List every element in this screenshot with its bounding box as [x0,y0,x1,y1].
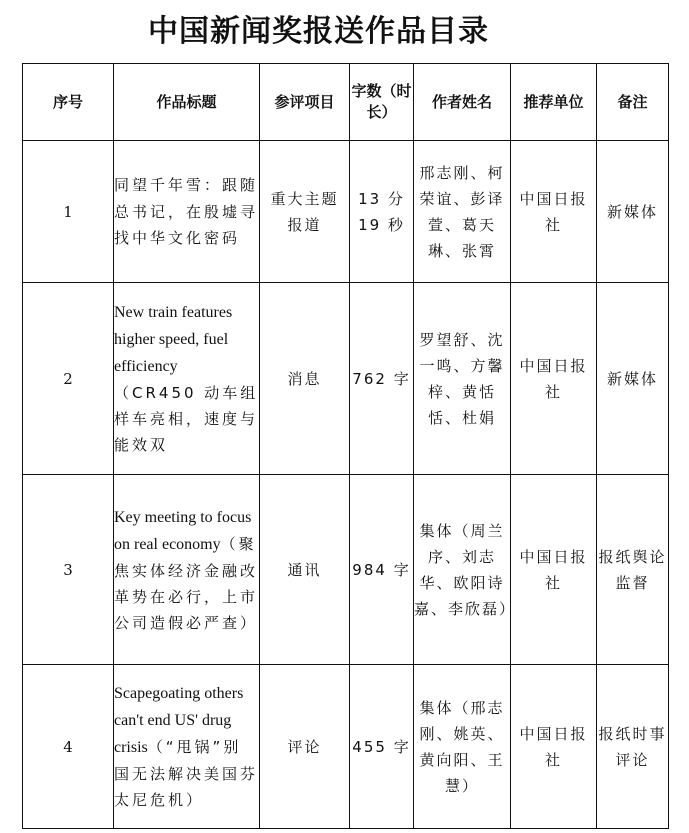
cell-index: 2 [23,283,114,475]
cell-category: 消息 [260,283,350,475]
cell-title [114,141,260,283]
cell-duration: 13 分 19 秒 [350,141,414,283]
cell-category: 评论 [260,665,350,829]
cell-index: 3 [23,475,114,665]
header-recommender: 推荐单位 [511,64,597,141]
submission-table [22,63,669,829]
cell-title [114,475,260,665]
cell-remarks: 新媒体 [597,283,669,475]
cell-category: 重大主题报道 [260,141,350,283]
cell-recommender: 中国日报社 [511,283,597,475]
title-english: Scapegoating others can't end US' drug crisis [114,685,244,756]
header-authors: 作者姓名 [414,64,511,141]
title-chinese: （“甩锅”别国无法解决美国芬太尼危机） [114,738,259,809]
cell-remarks: 新媒体 [597,141,669,283]
table-row [23,665,669,829]
table-row [23,475,669,665]
table-row [23,283,669,475]
title-chinese: （CR450 动车组样车亮相，速度与能效双 [114,384,259,454]
header-duration: 字数（时长） [350,64,414,141]
header-category: 参评项目 [260,64,350,141]
cell-index: 4 [23,665,114,829]
cell-title [114,665,260,829]
header-index: 序号 [23,64,114,141]
document-title: 中国新闻奖报送作品目录 [148,14,489,49]
header-title: 作品标题 [114,64,260,141]
cell-authors: 邢志刚、柯荣谊、彭译萱、葛天琳、张霄 [414,141,511,283]
cell-duration: 455 字 [350,665,414,829]
title-english: New train features higher speed, fuel efficiency [114,304,233,375]
cell-authors: 集体（邢志刚、姚英、黄向阳、王慧） [414,665,511,829]
cell-title [114,283,260,475]
cell-recommender: 中国日报社 [511,665,597,829]
cell-authors: 集体（周兰序、刘志华、欧阳诗嘉、李欣磊） [414,475,511,665]
cell-recommender: 中国日报社 [511,141,597,283]
table-header-row [23,64,669,141]
cell-index: 1 [23,141,114,283]
cell-recommender: 中国日报社 [511,475,597,665]
title-chinese: （聚焦实体经济金融改革势在必行，上市公司造假必严查） [114,534,259,632]
title-chinese: 同望千年雪：跟随总书记，在殷墟寻找中华文化密码 [114,176,259,247]
cell-category: 通讯 [260,475,350,665]
title-english: Key meeting to focus on real economy [114,508,252,553]
cell-remarks: 报纸舆论监督 [597,475,669,665]
cell-duration: 984 字 [350,475,414,665]
cell-authors: 罗望舒、沈一鸣、方馨梓、黄恬恬、杜娟 [414,283,511,475]
table-row [23,141,669,283]
header-remarks: 备注 [597,64,669,141]
cell-remarks: 报纸时事评论 [597,665,669,829]
cell-duration: 762 字 [350,283,414,475]
